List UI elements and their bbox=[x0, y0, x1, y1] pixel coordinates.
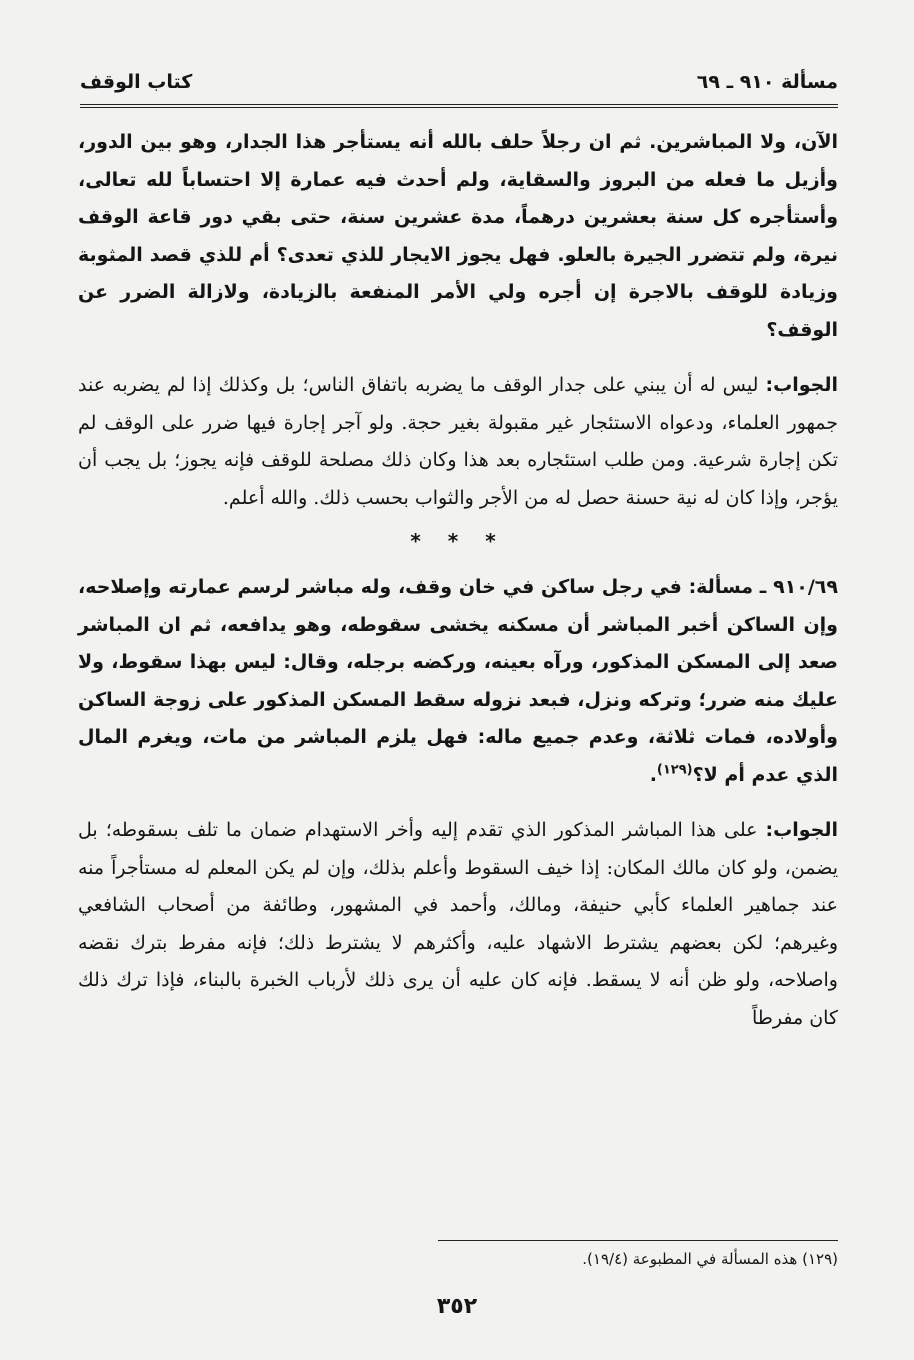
answer-paragraph-1 bbox=[78, 367, 838, 517]
header-rule bbox=[80, 104, 838, 108]
footnote-reference[interactable]: (١٢٩) bbox=[656, 762, 693, 778]
question-tail: . bbox=[649, 763, 657, 786]
answer-label: الجواب: bbox=[765, 374, 838, 396]
answer-text: على هذا المباشر المذكور الذي تقدم إليه وأخر الاستهدام ضمان ما تلف بسقوطه؛ بل يضمن، ولو كان مالك المكان: إذا خيف السقوط وأعلم بذلك، وإن لم يكن المعلم له مستأجراً منه عند جماهير العلماء كأبي حنيفة، ومالك، وأحمد في المشهور، وطائفة من أصحاب الشافعي وغيرهم؛ لكن بعضهم يشترط الاشهاد عليه، وأكثرهم لا يشترط ذلك؛ فإنه مفرط بترك نقضه واصلاحه، ولو ظن أنه لا يسقط. فإنه كان عليه أن يرى ذلك لأرباب الخبرة بالبناء، فإذا ترك ذلك كان مفرطاً bbox=[78, 819, 838, 1029]
header-section-number: مسألة ٩١٠ ـ ٦٩ bbox=[696, 71, 838, 93]
question-number: ٩١٠/٦٩ ـ مسألة: bbox=[688, 576, 839, 598]
page-number: ٣٥٢ bbox=[436, 1294, 478, 1319]
page-body bbox=[78, 124, 838, 1037]
section-separator: * * * bbox=[410, 529, 506, 553]
footnote: (١٢٩) هذه المسألة في المطبوعة (١٩/٤). bbox=[582, 1250, 838, 1268]
running-header bbox=[80, 60, 838, 94]
question-text: في رجل ساكن في خان وقف، وله مباشر لرسم عمارته وإصلاحه، وإن الساكن أخبر المباشر أن مسكنه يخشى سقوطه، وهو يدافعه، ثم ان المباشر صعد إلى المسكن المذكور، ورآه بعينه، وركضه برجله، وقال: ليس بهذا سقوط، ولا عليك منه ضرر؛ وتركه ونزل، فبعد نزوله سقط المسكن المذكور على زوجة الساكن وأولاده، فمات ثلاثة، وعدم جميع ماله: فهل يلزم المباشر من مات، ويغرم المال الذي عدم أم لا؟ bbox=[78, 576, 838, 786]
answer-paragraph-2 bbox=[78, 812, 838, 1037]
question-paragraph-1: الآن، ولا المباشرين. ثم ان رجلاً حلف بالله أنه يستأجر هذا الجدار، وهو بين الدور، وأزيل ما فعله من البروز والسقاية، ولم أحدث فيه عمارة إلا احتساباً لله تعالى، وأستأجره كل سنة بعشرين درهماً، مدة عشرين سنة، حتى بقي دور قاعة الوقف نيرة، ولم تتضرر الجيرة بالعلو. فهل يجوز الايجار للذي تعدى؟ أم للذي قصد المثوبة وزيادة للوقف بالاجرة إن أجره ولي الأمر المنفعة بالزيادة، ولازالة الضرر عن الوقف؟ bbox=[78, 131, 838, 341]
header-book-title: كتاب الوقف bbox=[80, 71, 193, 93]
footnote-rule bbox=[438, 1240, 838, 1241]
answer-text: ليس له أن يبني على جدار الوقف ما يضربه باتفاق الناس؛ بل وكذلك إذا لم يضربه عند جمهور العلماء، ودعواه الاستئجار غير مقبولة بغير حجة. ولو آجر إجارة فيها ضرر على الوقف لم تكن إجارة شرعية. ومن طلب استئجاره بعد هذا وكان ذلك مصلحة للوقف فإنه يجوز؛ بل يجب أن يؤجر، وإذا كان له نية حسنة حصل له من الأجر والثواب بحسب ذلك. والله أعلم. bbox=[78, 374, 838, 509]
answer-label: الجواب: bbox=[765, 819, 838, 841]
paragraph-gap bbox=[78, 349, 838, 367]
question-paragraph-2 bbox=[78, 569, 838, 794]
paragraph-gap bbox=[78, 794, 838, 812]
